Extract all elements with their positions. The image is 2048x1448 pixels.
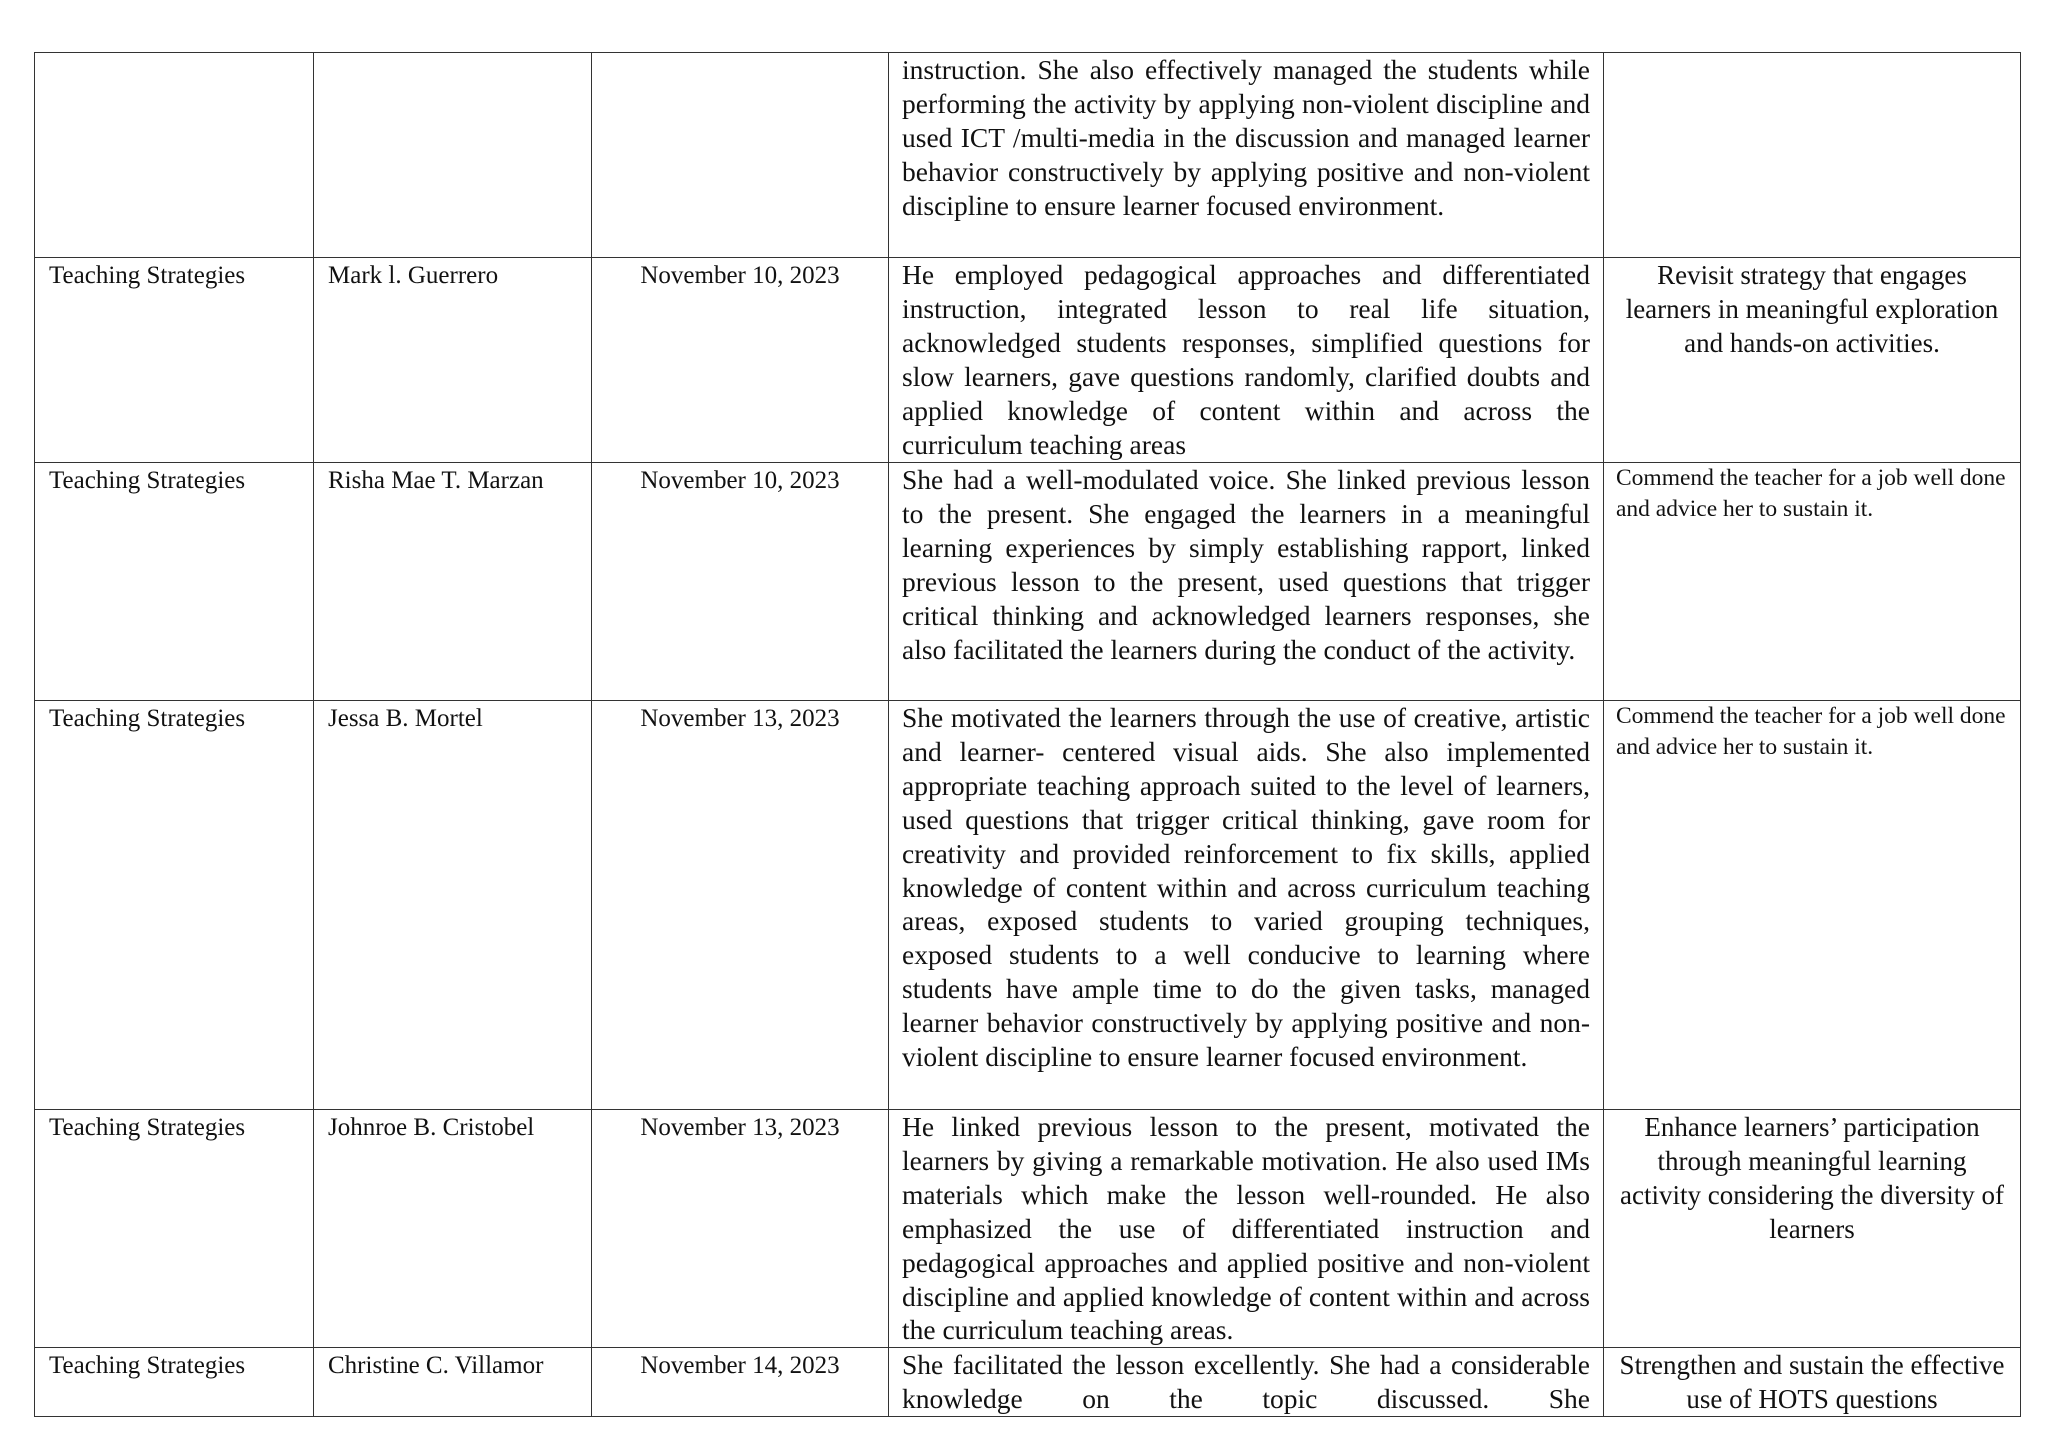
table-row bbox=[35, 1110, 2021, 1348]
teacher-name-cell: Jessa B. Mortel bbox=[314, 701, 592, 1110]
date-cell bbox=[592, 53, 889, 258]
date-cell: November 14, 2023 bbox=[592, 1348, 889, 1417]
teacher-name-cell: Johnroe B. Cristobel bbox=[314, 1110, 592, 1348]
observation-table bbox=[34, 52, 2021, 1417]
teacher-name-cell bbox=[314, 53, 592, 258]
recommendation-cell: Enhance learners’ participation through meaningful learning activity considering the diversity of learners bbox=[1604, 1110, 2021, 1348]
observation-cell: instruction. She also effectively managed the students while performing the activity by applying non-violent discipline and used ICT /multi-media in the discussion and managed learner behavior constructively by applying positive and non-violent discipline to ensure learner focused environment. bbox=[889, 53, 1604, 258]
date-cell: November 13, 2023 bbox=[592, 701, 889, 1110]
recommendation-cell: Strengthen and sustain the effective use of HOTS questions bbox=[1604, 1348, 2021, 1417]
area-cell bbox=[35, 53, 314, 258]
teacher-name-cell: Risha Mae T. Marzan bbox=[314, 463, 592, 701]
area-cell: Teaching Strategies bbox=[35, 258, 314, 463]
area-cell: Teaching Strategies bbox=[35, 1110, 314, 1348]
observation-cell: She motivated the learners through the use of creative, artistic and learner- centered visual aids. She also implemented appropriate teaching approach suited to the level of learners, used questions that trigger critical thinking, gave room for creativity and provided reinforcement to fix skills, applied knowledge of content within and across curriculum teaching areas, exposed students to varied grouping techniques, exposed students to a well conducive to learning where students have ample time to do the given tasks, managed learner behavior constructively by applying positive and non-violent discipline to ensure learner focused environment. bbox=[889, 701, 1604, 1110]
recommendation-cell bbox=[1604, 53, 2021, 258]
table-row bbox=[35, 53, 2021, 258]
area-cell: Teaching Strategies bbox=[35, 463, 314, 701]
date-cell: November 10, 2023 bbox=[592, 258, 889, 463]
recommendation-cell: Revisit strategy that engages learners in meaningful exploration and hands-on activities. bbox=[1604, 258, 2021, 463]
recommendation-cell: Commend the teacher for a job well done and advice her to sustain it. bbox=[1604, 463, 2021, 701]
table-row bbox=[35, 258, 2021, 463]
table-row bbox=[35, 463, 2021, 701]
area-cell: Teaching Strategies bbox=[35, 701, 314, 1110]
table-row bbox=[35, 1348, 2021, 1417]
observation-cell: She facilitated the lesson excellently. She had a considerable knowledge on the topic discussed. She bbox=[889, 1348, 1604, 1417]
teacher-name-cell: Christine C. Villamor bbox=[314, 1348, 592, 1417]
area-cell: Teaching Strategies bbox=[35, 1348, 314, 1417]
observation-cell: She had a well-modulated voice. She linked previous lesson to the present. She engaged the learners in a meaningful learning experiences by simply establishing rapport, linked previous lesson to the present, used questions that trigger critical thinking and acknowledged learners responses, she also facilitated the learners during the conduct of the activity. bbox=[889, 463, 1604, 701]
observation-cell: He linked previous lesson to the present, motivated the learners by giving a remarkable motivation. He also used IMs materials which make the lesson well-rounded. He also emphasized the use of differentiated instruction and pedagogical approaches and applied positive and non-violent discipline and applied knowledge of content within and across the curriculum teaching areas. bbox=[889, 1110, 1604, 1348]
table-row bbox=[35, 701, 2021, 1110]
observation-cell: He employed pedagogical approaches and differentiated instruction, integrated lesson to real life situation, acknowledged students responses, simplified questions for slow learners, gave questions randomly, clarified doubts and applied knowledge of content within and across the curriculum teaching areas bbox=[889, 258, 1604, 463]
recommendation-cell: Commend the teacher for a job well done and advice her to sustain it. bbox=[1604, 701, 2021, 1110]
date-cell: November 10, 2023 bbox=[592, 463, 889, 701]
date-cell: November 13, 2023 bbox=[592, 1110, 889, 1348]
teacher-name-cell: Mark l. Guerrero bbox=[314, 258, 592, 463]
